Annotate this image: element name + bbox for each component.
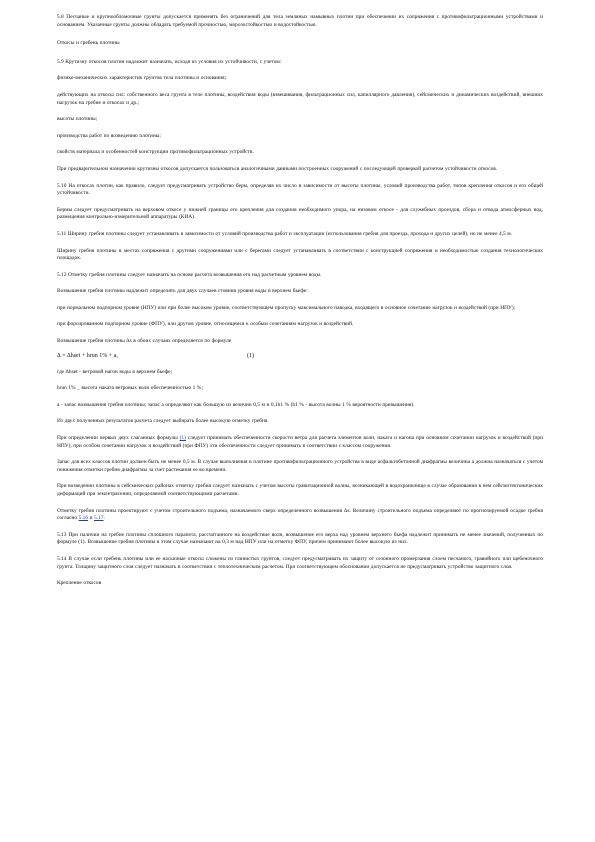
clause-5-16-link[interactable]: 5.16	[78, 515, 89, 522]
paragraph-5-8: 5.8 Песчаные и крупнообломочные грунты допускается применять без ограничений для тела земляных намывных плотин при обеспечении их сопряжения с противофильтрационными устройствами и основанием. Указанные грунты должны обладать требуемой прочностью, морозостойкостью и водостойкостью.	[57, 14, 543, 28]
paragraph-5-13: 5.13 При наличии на гребне плотины сплошного парапета, рассчитанного на воздействие волн, возвышение его верха над уровнем верхнего бьефа надлежит принимать не менее значений, полученных по формуле (1). Возвышение гребня плотины в этом случае назначают на 0,3 м над НПУ или на отметку ФПУ, причем принимают более высокую из них.	[57, 531, 543, 546]
paragraph-determination	[57, 435, 543, 450]
formula-where-2: hrun 1% _ высота наката ветровых волн обеспеченностью 1 %;	[57, 385, 203, 392]
paragraph-building-rise	[57, 508, 543, 523]
paragraph-choose: Из двух полученных результатов расчета следует выбирать более высокую отметку гребня.	[57, 418, 269, 425]
list-item: высоты плотины;	[57, 116, 98, 123]
clause-5-17-link[interactable]: 5.17	[94, 515, 104, 522]
paragraph-formula-intro: Возвышение гребня плотины ∆s в обоих случаях определяется по формуле	[57, 338, 232, 345]
paragraph-seismic: При возведении плотины в сейсмических районах отметку гребня следует назначать с учетом высоты гравитационной волны, возникающей в водохранилище в случае образования в нем сейсмотектонических деформаций при землетрясении, определяемой соответствующими расчетами.	[57, 483, 543, 497]
paragraph-5-10: 5.10 На откосах плотин, как правило, следует предусматривать устройство берм, определяя их число в зависимости от высоты плотины, условий производства работ, типов крепления откосов и его общей устойчивости.	[57, 182, 543, 197]
paragraph-npu: при нормальном подпорном уровне (НПУ) или при более высоком уровне, соответствующем пропуску максимального паводка, входящего в основное сочетание нагрузок и воздействий (при НПУ);	[57, 304, 516, 311]
paragraph-5-11: 5.11 Ширину гребня плотины следует устанавливать в зависимости от условий производства работ и эксплуатации (использования гребня для проезда, прохода и других целей), но не менее 4,5 м.	[57, 230, 513, 237]
paragraph-building-rise-text-1: Отметку гребня плотины проектируют с учетом строительного подъема, назначаемого сверх определенного возвышения ∆s. Величину строительного подъема определяют по прогнозируемой осадке гребня согласно	[57, 507, 543, 522]
list-item: свойств материала и особенностей конструкции противофильтрационных устройств.	[57, 149, 254, 156]
formula	[57, 352, 543, 360]
paragraph-building-rise-text-3: .	[103, 515, 105, 522]
formula-number: (1)	[247, 352, 254, 359]
paragraph-5-14: 5.14 В случае если гребень плотины или ее насыпные откосы сложены из глинистых грунтов, следует предусматривать их защиту от сезонного промерзания слоем песчаного, гравийного или щебеночного грунта. Толщину защитного слоя следует назначать в соответствии с теплотехническим расчетом. При соответствующем обосновании допускается не предусматривать устройство защитного слоя.	[57, 555, 543, 570]
list-item: действующих на откосы сил: собственного веса грунта в теле плотины, воздействия воды (взвешивания, фильтрационных сил, капиллярного давления), сейсмических и динамических воздействий, внешних нагрузок на гребне и откосах и др.;	[57, 91, 543, 106]
list-item: производства работ по возведению плотины;	[57, 132, 161, 139]
paragraph-preliminary: При предварительном назначении крутизны откосов допускается пользоваться аналогичными данными построенных сооружений с последующей проверкой расчетом устойчивости откосов.	[57, 165, 498, 172]
paragraph-berms: Бермы следует предусматривать на верховом откосе у нижней границы его крепления для создания необходимого упора, на низовом откосе - для служебных проездов, сбора и отвода атмосферных вод, размещения контрольно-измерительной аппаратуры (КИА).	[57, 206, 543, 221]
paragraph-fpu: при форсированном подпорном уровне (ФПУ), или другом уровне, относящемся к особым сочетаниям нагрузок и воздействий.	[57, 321, 354, 328]
section-heading-slopes: Откосы и гребень плотины	[57, 40, 120, 47]
formula-row	[57, 352, 543, 360]
paragraph-5-9: 5.9 Крутизну откосов плотин надлежит назначать, исходя из условия их устойчивости, с учетом:	[57, 58, 282, 65]
list-item: физико-механических характеристик грунтов тела плотины и основания;	[57, 75, 227, 82]
section-heading-protection: Крепление откосов	[57, 580, 102, 587]
document-page	[57, 14, 543, 588]
formula-where-3: a - запас возвышения гребня плотины; запас a определяют как большую из величин 0,5 м и 0,1h1 % (h1 % - высота волны 1 % вероятности превышения).	[57, 401, 415, 408]
paragraph-5-12: 5.12 Отметку гребня плотины следует назначать на основе расчета возвышения его над расчетным уровнем воды.	[57, 271, 322, 278]
paragraph-determination-text-2: следует принимать обеспеченности скорости ветра для расчета элементов волн, наката и нагона при основном сочетании нагрузок и воздействий (при НПУ), при особом сочетании нагрузок и воздействий (при ФПУ) эти обеспеченности следует принимать в соответствии с классом сооружения.	[57, 435, 543, 449]
paragraph-determination-text-1: При определении первых двух слагаемых формулы	[57, 435, 180, 442]
paragraph-elevation: Возвышение гребня плотины надлежит определять для двух случаев стояния уровня воды в верхнем бьефе:	[57, 288, 308, 295]
paragraph-crest-width: Ширину гребня плотины в местах сопряжения с другими сооружениями или с берегами следует устанавливать в соответствии с конструкцией сопряжения и необходимостью создания технологических площадок.	[57, 247, 543, 262]
paragraph-building-rise-text-2: и	[88, 515, 95, 522]
formula-where-1: где ∆hset - ветровой нагон воды в верхнем бьефе;	[57, 368, 172, 375]
formula-expression: ∆ = ∆hset + hrun 1% + a,	[57, 352, 118, 359]
paragraph-reserve: Запас для всех классов плотин должен быть не менее 0,5 м. В случае выполнения в плотине противофильтрационного устройства в виде асфальтобетонной диафрагмы величина a должна назначаться с учетом понижения отметки гребня диафрагмы за счет растекания ее во времени.	[57, 459, 543, 473]
formula-1-link[interactable]: (1)	[179, 435, 186, 442]
